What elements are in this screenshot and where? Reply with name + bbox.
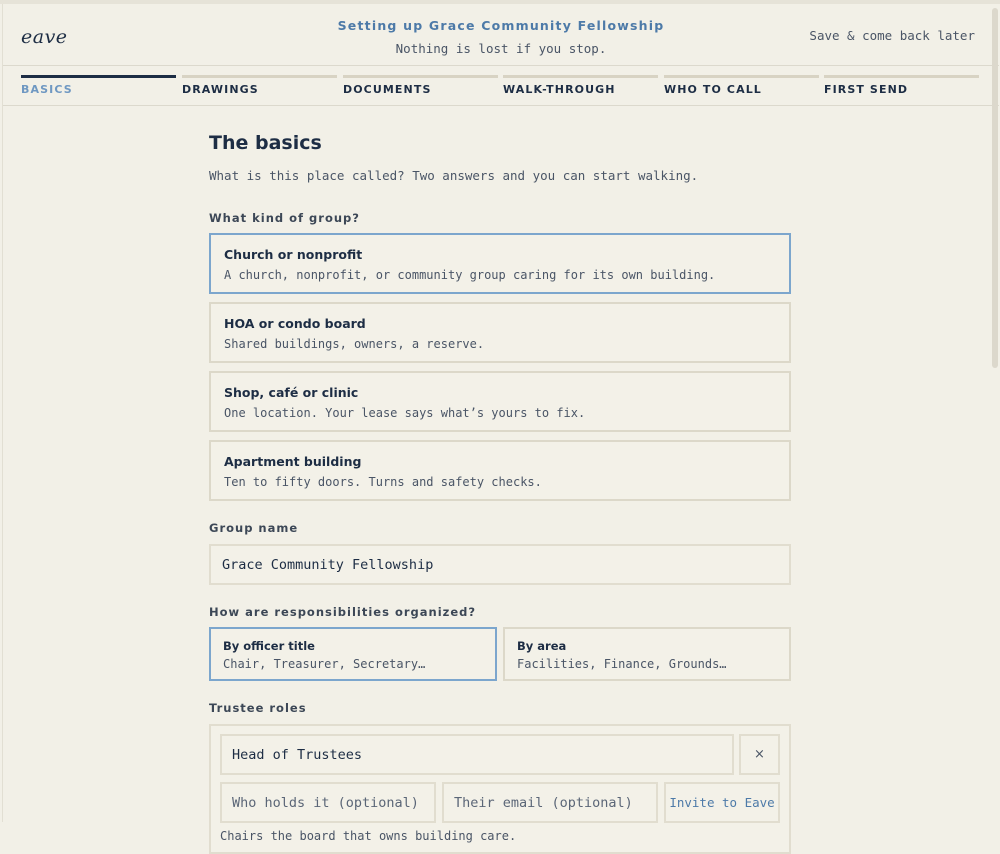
- option-title: Shop, café or clinic: [224, 385, 359, 400]
- option-title: Church or nonprofit: [224, 247, 363, 262]
- role-name-input[interactable]: [220, 734, 734, 775]
- setup-subtitle: Nothing is lost if you stop.: [395, 41, 607, 56]
- remove-role-button[interactable]: ×: [739, 734, 780, 775]
- tab-label: WHO TO CALL: [664, 83, 762, 96]
- option-church-nonprofit[interactable]: [209, 233, 791, 294]
- role-email-input[interactable]: [442, 782, 658, 823]
- basics-form: [209, 106, 791, 854]
- organized-question: How are responsibilities organized?: [209, 605, 477, 619]
- tab-progress-bar: [343, 75, 498, 78]
- tab-documents[interactable]: [343, 75, 498, 96]
- invite-to-eave-button[interactable]: Invite to Eave: [664, 782, 780, 823]
- option-title: HOA or condo board: [224, 316, 366, 331]
- role-description: Chairs the board that owns building care.: [220, 829, 517, 843]
- tab-label: DRAWINGS: [182, 83, 259, 96]
- option-by-area[interactable]: [503, 627, 791, 681]
- option-title: By officer title: [223, 639, 315, 653]
- tab-label: WALK-THROUGH: [503, 83, 616, 96]
- trustee-roles-label: Trustee roles: [209, 701, 307, 715]
- step-tabs: [3, 66, 999, 106]
- save-later-link[interactable]: Save & come back later: [809, 28, 975, 43]
- option-description: A church, nonprofit, or community group caring for its own building.: [224, 268, 716, 282]
- option-description: Chair, Treasurer, Secretary…: [223, 657, 426, 671]
- option-by-officer-title[interactable]: [209, 627, 497, 681]
- tab-first-send[interactable]: [824, 75, 979, 96]
- organized-options: [209, 627, 791, 681]
- tab-basics[interactable]: [21, 75, 176, 96]
- page-scrollbar[interactable]: [992, 8, 998, 368]
- option-description: One location. Your lease says what’s yours to fix.: [224, 406, 586, 420]
- tab-progress-bar: [21, 75, 176, 78]
- tab-label: BASICS: [21, 83, 73, 96]
- option-description: Shared buildings, owners, a reserve.: [224, 337, 485, 351]
- tab-label: FIRST SEND: [824, 83, 909, 96]
- group-name-label: Group name: [209, 521, 299, 535]
- option-description: Facilities, Finance, Grounds…: [517, 657, 727, 671]
- group-name-input[interactable]: [209, 544, 791, 585]
- role-name-row: [220, 734, 780, 775]
- role-holder-row: [220, 782, 780, 823]
- option-apartment-building[interactable]: [209, 440, 791, 501]
- tab-walk-through[interactable]: [503, 75, 658, 96]
- tab-progress-bar: [824, 75, 979, 78]
- tab-drawings[interactable]: [182, 75, 337, 96]
- page-title: The basics: [209, 132, 322, 154]
- top-header: [3, 4, 999, 66]
- setup-title: Setting up Grace Community Fellowship: [337, 18, 665, 33]
- tab-progress-bar: [182, 75, 337, 78]
- tab-label: DOCUMENTS: [343, 83, 432, 96]
- app-window: [2, 4, 998, 843]
- option-title: By area: [517, 639, 567, 653]
- option-hoa-condo[interactable]: [209, 302, 791, 363]
- role-holder-input[interactable]: [220, 782, 436, 823]
- tab-progress-bar: [664, 75, 819, 78]
- option-shop-cafe-clinic[interactable]: [209, 371, 791, 432]
- tab-who-to-call[interactable]: [664, 75, 819, 96]
- trustee-role-card: [209, 724, 791, 854]
- option-title: Apartment building: [224, 454, 362, 469]
- group-kind-question: What kind of group?: [209, 211, 360, 225]
- eave-logo[interactable]: eave: [21, 26, 68, 48]
- option-description: Ten to fifty doors. Turns and safety checks.: [224, 475, 542, 489]
- page-intro: What is this place called? Two answers and you can start walking.: [209, 168, 699, 183]
- tab-progress-bar: [503, 75, 658, 78]
